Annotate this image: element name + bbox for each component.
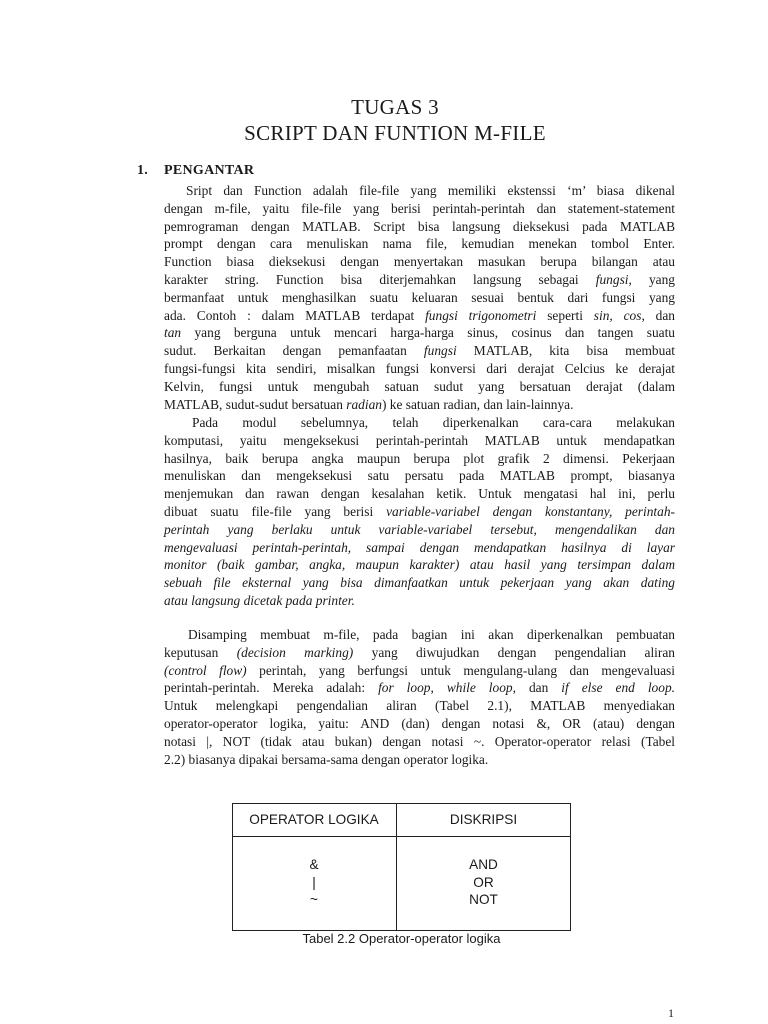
table-cell-descriptions (396, 856, 571, 909)
text-line: tan yang berguna untuk mencari harga-harga sinus, cosinus dan tangen suatu (164, 325, 675, 341)
table-caption: Tabel 2.2 Operator-operator logika (302, 931, 501, 946)
text-line-italic: mengevaluasi perintah-perintah, sampai dengan mendapatkan hasilnya di layar (164, 539, 675, 555)
description-and: AND (469, 857, 498, 872)
section-number: 1. (137, 163, 149, 178)
text-line-italic: atau langsung dicetak pada printer. (164, 592, 355, 608)
text-line: (control flow) perintah, yang berfungsi untuk mengulang-ulang dan mengevaluasi (164, 662, 675, 678)
text-line: Pada modul sebelumnya, telah diperkenalkan cara-cara melakukan (192, 415, 675, 430)
text-line: fungsi-fungsi kita sendiri, misalkan fungsi konversi dari derajat Celcius ke derajat (164, 360, 675, 376)
section-title: PENGANTAR (164, 163, 255, 178)
operator-not: ~ (310, 892, 318, 908)
text-line: dengan m-file, yaitu file-file yang berisi perintah-perintah dan statement-statement (164, 200, 675, 216)
text-line: Disamping membuat m-file, pada bagian ini akan diperkenalkan pembuatan (188, 627, 675, 642)
paragraph-2 (164, 414, 675, 610)
page-number: 1 (668, 1006, 674, 1020)
text-line: Untuk melengkapi pengendalian aliran (Tabel 2.1), MATLAB menyediakan (164, 698, 675, 714)
text-line-italic: monitor (baik gambar, angka, maupun karakter) atau hasil yang tersimpan dalam (164, 557, 675, 573)
section-heading (137, 163, 254, 179)
paragraph-1 (164, 182, 675, 413)
document-title: TUGAS 3 (351, 95, 439, 119)
text-line: keputusan (decision marking) yang diwujudkan dengan pengendalian aliran (164, 644, 675, 660)
text-line: sudut. Berkaitan dengan pemanfaatan fungsi MATLAB, kita bisa membuat (164, 343, 675, 359)
document-subtitle: SCRIPT DAN FUNTION M-FILE (244, 121, 546, 145)
text-line: karakter string. Function bisa diterjemahkan langsung sebagai fungsi, yang (164, 271, 676, 287)
text-line: operator-operator logika, yaitu: AND (dan) dengan notasi &, OR (atau) dengan (164, 715, 675, 731)
text-line: hasilnya, baik berupa angka maupun berupa plot grafik 2 dimensi. Pekerjaan (164, 450, 675, 466)
operator-table (232, 803, 571, 931)
text-line: notasi |, NOT (tidak atau bukan) dengan notasi ~. Operator-operator relasi (Tabel (164, 733, 675, 749)
text-line: ada. Contoh : dalam MATLAB terdapat fungsi trigonometri seperti sin, cos, dan (164, 307, 675, 323)
operator-and: & (309, 857, 319, 872)
table-header-divider (232, 836, 571, 837)
text-line: Kelvin, fungsi untuk mengubah satuan sudut yang bersatuan derajat (dalam (164, 378, 675, 394)
text-line: prompt dengan cara menuliskan nama file, kemudian menekan tombol Enter. (164, 236, 675, 252)
description-not: NOT (469, 892, 498, 908)
table-header-operator: OPERATOR LOGIKA (249, 812, 379, 827)
text-line: menuliskan dan mengeksekusi satu persatu pada MATLAB prompt, biasanya (164, 468, 675, 484)
text-line: pemrograman dengan MATLAB. Script bisa langsung dieksekusi pada MATLAB (164, 218, 675, 234)
text-line: Sript dan Function adalah file-file yang memiliki ekstenssi ‘m’ biasa dikenal (186, 183, 675, 198)
description-or: OR (473, 874, 494, 890)
text-line-italic: perintah yang berlaku untuk variable-variabel tersebut, mengendalikan dan (164, 521, 675, 537)
text-line: komputasi, yaitu mengeksekusi perintah-perintah MATLAB untuk mendapatkan (164, 432, 675, 448)
table-cell-operators (232, 856, 396, 909)
operator-or: | (312, 874, 316, 890)
text-line: perintah-perintah. Mereka adalah: for loop, while loop, dan if else end loop. (164, 680, 675, 696)
text-line: dibuat suatu file-file yang berisi variable-variabel dengan konstantany, perintah- (164, 503, 676, 519)
text-line: MATLAB, sudut-sudut bersatuan radian) ke satuan radian, dan lain-lainnya. (164, 396, 574, 412)
text-line: menjemukan dan rawan dengan kesalahan ketik. Untuk mengatasi hal ini, perlu (164, 486, 675, 502)
text-line: Function biasa dieksekusi dengan menyertakan masukan berupa bilangan atau (164, 254, 675, 270)
paragraph-3 (164, 626, 675, 768)
text-line-italic: sebuah file eksternal yang bisa dimanfaatkan untuk pekerjaan yang akan dating (164, 575, 675, 591)
text-line: 2.2) biasanya dipakai bersama-sama dengan operator logika. (164, 751, 489, 767)
text-line: bermanfaat untuk menghasilkan suatu keluaran sesuai bentuk dari fungsi yang (164, 289, 675, 305)
table-header-description: DISKRIPSI (449, 812, 518, 827)
